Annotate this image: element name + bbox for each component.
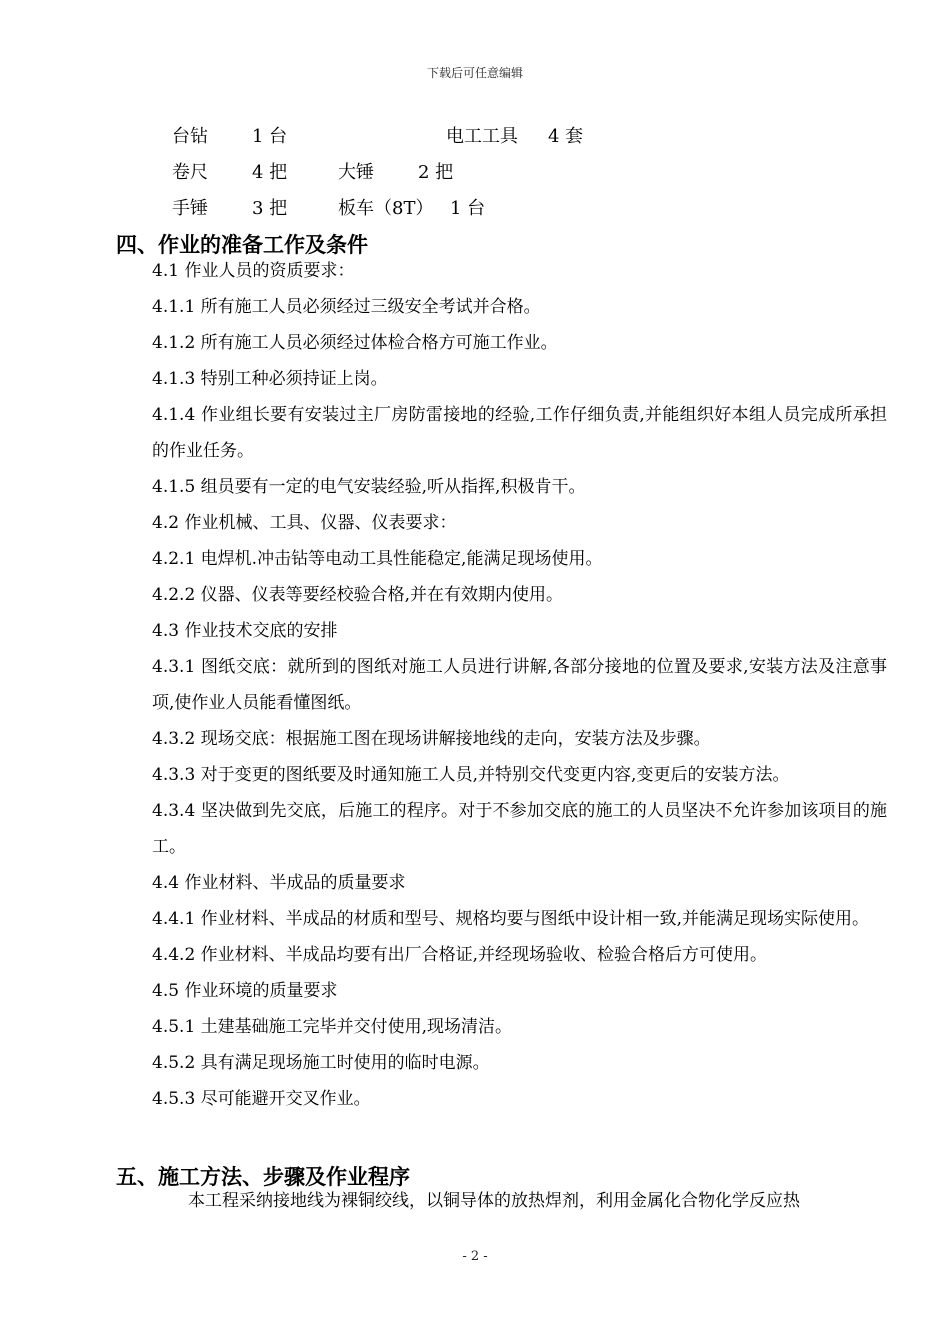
paragraph: 4.2.1 电焊机.冲击钻等电动工具性能稳定,能满足现场使用。 xyxy=(152,549,603,569)
tool-name: 卷尺 xyxy=(172,162,208,183)
tool-name: 手锤 xyxy=(172,198,208,219)
tool-qty: 3 把 xyxy=(252,198,288,219)
paragraph: 4.3.4 坚决做到先交底，后施工的程序。对于不参加交底的施工的人员坚决不允许参加该项目的施工。 xyxy=(152,801,887,857)
tool-name: 大锤 xyxy=(338,162,374,183)
paragraph: 4.2.2 仪器、仪表等要经校验合格,并在有效期内使用。 xyxy=(152,585,564,605)
tool-qty: 1 台 xyxy=(252,126,288,147)
paragraph: 本工程采纳接地线为裸铜绞线，以铜导体的放热焊剂，利用金属化合物化学反应热 xyxy=(188,1191,800,1211)
tool-row xyxy=(172,160,872,196)
section-5-body xyxy=(152,1183,887,1219)
paragraph: 4.1.1 所有施工人员必须经过三级安全考试并合格。 xyxy=(152,297,541,317)
section-4-body xyxy=(152,253,887,1117)
section-heading: 五、施工方法、步骤及作业程序 xyxy=(116,1165,410,1189)
paragraph: 4.1 作业人员的资质要求： xyxy=(152,261,355,281)
paragraph: 4.4 作业材料、半成品的质量要求 xyxy=(152,873,406,893)
tool-name: 电工工具 xyxy=(446,126,518,147)
tool-row xyxy=(172,196,872,232)
tool-qty: 4 套 xyxy=(548,126,584,147)
paragraph: 4.1.2 所有施工人员必须经过体检合格方可施工作业。 xyxy=(152,333,558,353)
paragraph: 4.5.3 尽可能避开交叉作业。 xyxy=(152,1089,371,1109)
tool-row xyxy=(172,124,872,160)
paragraph: 4.1.3 特别工种必须持证上岗。 xyxy=(152,369,388,389)
paragraph: 4.4.2 作业材料、半成品均要有出厂合格证,并经现场验收、检验合格后方可使用。 xyxy=(152,945,768,965)
section-heading: 四、作业的准备工作及条件 xyxy=(116,233,368,257)
paragraph: 4.5.1 土建基础施工完毕并交付使用,现场清洁。 xyxy=(152,1017,513,1037)
paragraph: 4.3.3 对于变更的图纸要及时通知施工人员,并特别交代变更内容,变更后的安装方法。 xyxy=(152,765,790,785)
paragraph: 4.2 作业机械、工具、仪器、仪表要求： xyxy=(152,513,457,533)
paragraph: 4.3.1 图纸交底：就所到的图纸对施工人员进行讲解,各部分接地的位置及要求,安装方法及注意事项,使作业人员能看懂图纸。 xyxy=(152,657,887,713)
tool-qty: 1 台 xyxy=(450,198,486,219)
tool-name: 台钻 xyxy=(172,126,208,147)
tool-name: 板车（8T） xyxy=(338,198,434,219)
paragraph: 4.3.2 现场交底：根据施工图在现场讲解接地线的走向，安装方法及步骤。 xyxy=(152,729,711,749)
tool-qty: 2 把 xyxy=(418,162,454,183)
paragraph: 4.5 作业环境的质量要求 xyxy=(152,981,338,1001)
page-number: - 2 - xyxy=(462,1249,488,1264)
tool-qty: 4 把 xyxy=(252,162,288,183)
paragraph: 4.5.2 具有满足现场施工时使用的临时电源。 xyxy=(152,1053,490,1073)
paragraph: 4.4.1 作业材料、半成品的材质和型号、规格均要与图纸中设计相一致,并能满足现场实际使用。 xyxy=(152,909,870,929)
page-header: 下载后可任意编辑 xyxy=(426,66,523,80)
paragraph: 4.1.4 作业组长要有安装过主厂房防雷接地的经验,工作仔细负责,并能组织好本组人员完成所承担的作业任务。 xyxy=(152,405,887,461)
paragraph: 4.3 作业技术交底的安排 xyxy=(152,621,338,641)
tool-list xyxy=(172,124,872,232)
paragraph: 4.1.5 组员要有一定的电气安装经验,听从指挥,积极肯干。 xyxy=(152,477,586,497)
